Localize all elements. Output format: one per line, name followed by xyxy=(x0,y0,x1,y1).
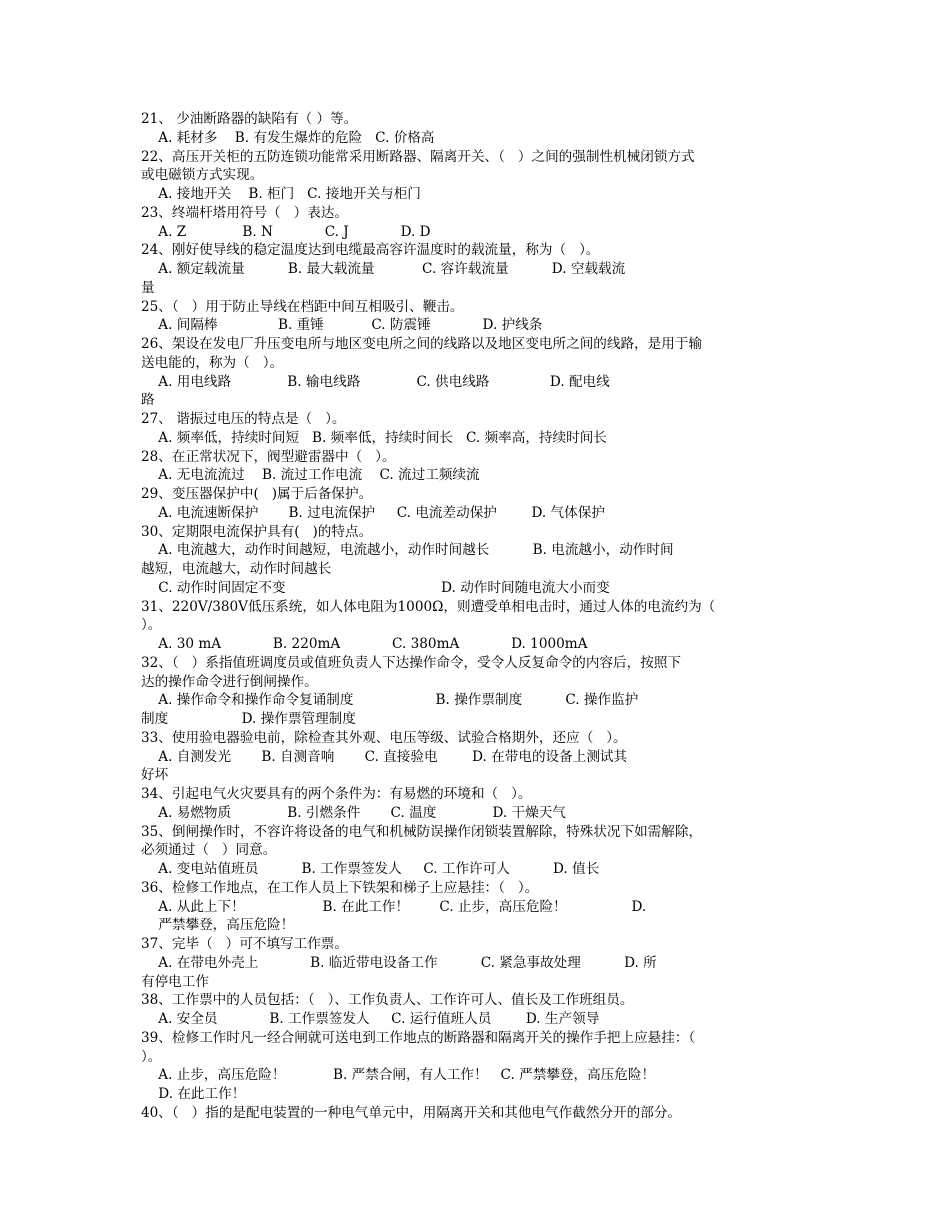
question-26: 26、架设在发电厂升压变电所与地区变电所之间的线路以及地区变电所之间的线路，是用于输 xyxy=(141,336,703,352)
question-34: 34、引起电气火灾要具有的两个条件为：有易燃的环境和（ ）。 xyxy=(141,786,532,802)
question-31: 31、220V/380V低压系统，如人体电阻为1000Ω，则遭受单相电击时，通过人体的电流约为（ xyxy=(141,598,716,615)
question-35-continued: 必须通过（ ）同意。 xyxy=(141,842,277,859)
question-31-continued: ）。 xyxy=(141,617,162,634)
question-24-options-continued: 量 xyxy=(141,279,155,296)
question-21-options: A. 耗材多 B. 有发生爆炸的危险 C. 价格高 xyxy=(141,129,435,146)
question-35-options: A. 变电站值班员 B. 工作票签发人 C. 工作许可人 D. 值长 xyxy=(141,861,600,877)
question-38: 38、工作票中的人员包括：（ ）、工作负责人、工作许可人、值长及工作班组员。 xyxy=(141,992,634,1009)
document-page xyxy=(141,110,813,1123)
question-26-continued: 送电能的，称为（ ）。 xyxy=(141,354,284,371)
question-29-options: A. 电流速断保护 B. 过电流保护 C. 电流差动保护 D. 气体保护 xyxy=(141,504,605,521)
question-27: 27、 谐振过电压的特点是（ ）。 xyxy=(141,411,346,427)
question-23-options: A. Z B. N C. J D. D xyxy=(141,223,431,240)
question-32-options: A. 操作命令和操作命令复诵制度 B. 操作票制度 C. 操作监护 xyxy=(141,692,639,709)
question-28: 28、在正常状况下，阀型避雷器中（ ）。 xyxy=(141,448,396,465)
question-26-options-continued: 路 xyxy=(141,392,155,409)
question-30-options-continued: 越短，电流越大，动作时间越长 xyxy=(141,561,332,577)
question-39: 39、检修工作时凡一经合闸就可送电到工作地点的断路器和隔离开关的操作手把上应悬挂：（ xyxy=(141,1029,696,1046)
question-22-continued: 或电磁锁方式实现。 xyxy=(141,167,264,184)
question-32: 32、（ ）系指值班调度员或值班负责人下达操作命令，受令人反复命令的内容后，按照下 xyxy=(141,654,682,671)
question-30-options-cd: C. 动作时间固定不变 D. 动作时间随电流大小而变 xyxy=(141,579,610,596)
question-39-options-continued: D. 在此工作！ xyxy=(141,1086,246,1102)
question-21: 21、 少油断路器的缺陷有（ ）等。 xyxy=(141,111,358,127)
question-25: 25、（ ）用于防止导线在档距中间互相吸引、鞭击。 xyxy=(141,298,464,315)
question-32-options-continued: 制度 D. 操作票管理制度 xyxy=(141,711,356,727)
question-24-options: A. 额定载流量 B. 最大载流量 C. 容许载流量 D. 空载载流 xyxy=(141,261,626,277)
question-31-options: A. 30 mA B. 220mA C. 380mA D. 1000mA xyxy=(141,636,588,652)
question-37-options-continued: 有停电工作 xyxy=(141,973,209,990)
question-39-continued: ）。 xyxy=(141,1048,162,1065)
question-39-options: A. 止步，高压危险！ B. 严禁合闸，有人工作！ C. 严禁攀登，高压危险！ xyxy=(141,1067,656,1084)
question-33: 33、使用验电器验电前，除检查其外观、电压等级、试验合格期外，还应（ ）。 xyxy=(141,729,627,746)
question-30: 30、定期限电流保护具有( )的特点。 xyxy=(141,523,373,540)
question-37-options: A. 在带电外壳上 B. 临近带电设备工作 C. 紧急事故处理 D. 所 xyxy=(141,954,657,971)
question-34-options: A. 易燃物质 B. 引燃条件 C. 温度 D. 干燥天气 xyxy=(141,804,566,821)
question-27-options: A. 频率低，持续时间短 B. 频率低，持续时间长 C. 频率高，持续时间长 xyxy=(141,429,607,446)
question-33-options-continued: 好坏 xyxy=(141,767,169,784)
question-32-continued: 达的操作命令进行倒闸操作。 xyxy=(141,673,318,690)
question-36-options-continued: 严禁攀登，高压危险！ xyxy=(141,917,295,934)
question-23: 23、终端杆塔用符号（ ）表达。 xyxy=(141,204,348,221)
question-33-options: A. 自测发光 B. 自测音响 C. 直接验电 D. 在带电的设备上测试其 xyxy=(141,748,628,765)
question-36: 36、检修工作地点，在工作人员上下铁架和梯子上应悬挂：（ ）。 xyxy=(141,879,539,896)
question-30-options: A. 电流越大，动作时间越短，电流越小，动作时间越长 B. 电流越小，动作时间 xyxy=(141,542,674,559)
question-35: 35、倒闸操作时，不容许将设备的电气和机械防误操作闭锁装置解除，特殊状况下如需解除， xyxy=(141,823,703,840)
question-37: 37、完毕（ ）可不填写工作票。 xyxy=(141,936,348,952)
question-22-options: A. 接地开关 B. 柜门 C. 接地开关与柜门 xyxy=(141,186,421,202)
question-26-options: A. 用电线路 B. 输电线路 C. 供电线路 D. 配电线 xyxy=(141,373,610,390)
question-40: 40、（ ）指的是配电装置的一种电气单元中，用隔离开关和其他电气作截然分开的部分。 xyxy=(141,1104,682,1121)
question-38-options: A. 安全员 B. 工作票签发人 C. 运行值班人员 D. 生产领导 xyxy=(141,1011,600,1027)
question-24: 24、刚好使导线的稳定温度达到电缆最高容许温度时的载流量，称为（ ）。 xyxy=(141,242,600,259)
question-22: 22、高压开关柜的五防连锁功能常采用断路器、隔离开关、（ ）之间的强制性机械闭锁方式 xyxy=(141,148,695,165)
question-29: 29、变压器保护中( )属于后备保护。 xyxy=(141,486,373,502)
question-28-options: A. 无电流流过 B. 流过工作电流 C. 流过工频续流 xyxy=(141,467,480,484)
question-36-options: A. 从此上下！ B. 在此工作！ C. 止步，高压危险！ D. xyxy=(141,898,647,915)
question-25-options: A. 间隔棒 B. 重锤 C. 防震锤 D. 护线条 xyxy=(141,317,543,334)
